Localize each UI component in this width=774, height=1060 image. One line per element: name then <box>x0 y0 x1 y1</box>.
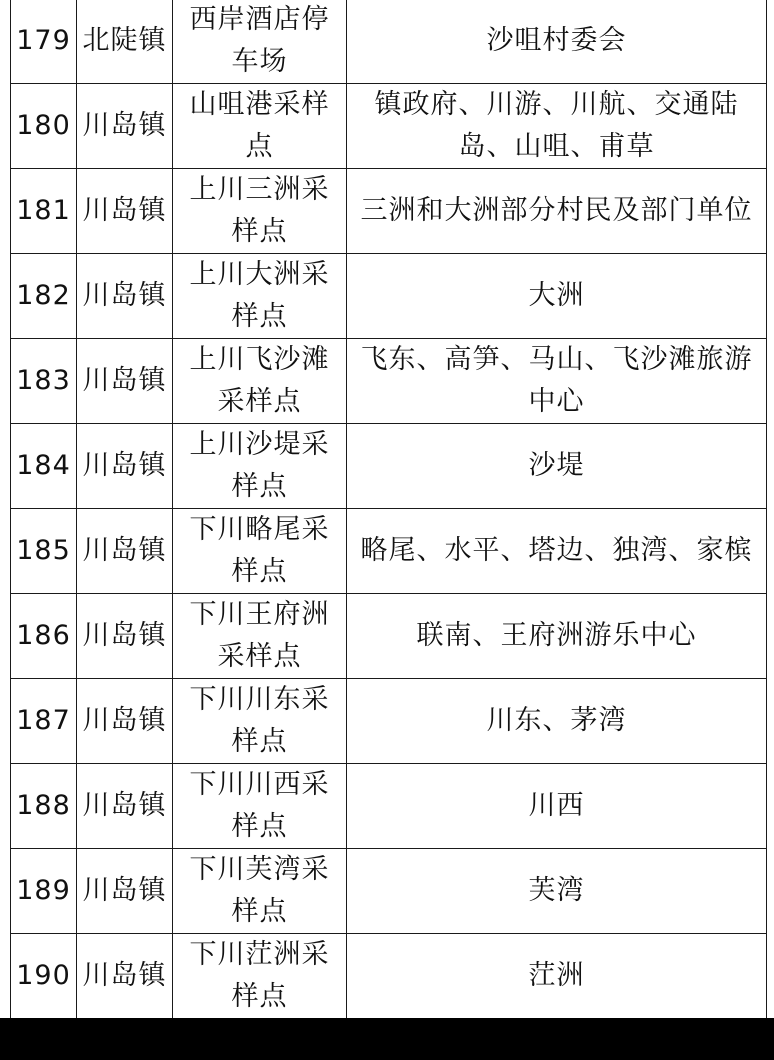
town-cell: 川岛镇 <box>77 764 173 849</box>
site-cell: 西岸酒店停车场 <box>173 0 347 84</box>
site-cell: 山咀港采样点 <box>173 84 347 169</box>
site-cell: 下川王府洲采样点 <box>173 594 347 679</box>
table-row <box>11 509 767 594</box>
row-number: 188 <box>11 764 77 849</box>
table-row <box>11 339 767 424</box>
area-cell: 茳洲 <box>347 934 767 1019</box>
area-cell: 大洲 <box>347 254 767 339</box>
town-cell: 北陡镇 <box>77 0 173 84</box>
row-number: 186 <box>11 594 77 679</box>
table-row <box>11 594 767 679</box>
row-number: 180 <box>11 84 77 169</box>
table-row <box>11 254 767 339</box>
town-cell: 川岛镇 <box>77 424 173 509</box>
area-cell: 联南、王府洲游乐中心 <box>347 594 767 679</box>
area-cell: 沙堤 <box>347 424 767 509</box>
area-cell: 镇政府、川游、川航、交通陆岛、山咀、甫草 <box>347 84 767 169</box>
table-row <box>11 934 767 1019</box>
table-row <box>11 424 767 509</box>
town-cell: 川岛镇 <box>77 509 173 594</box>
site-cell: 下川芙湾采样点 <box>173 849 347 934</box>
area-cell: 三洲和大洲部分村民及部门单位 <box>347 169 767 254</box>
town-cell: 川岛镇 <box>77 254 173 339</box>
town-cell: 川岛镇 <box>77 169 173 254</box>
table-row <box>11 849 767 934</box>
area-cell: 芙湾 <box>347 849 767 934</box>
site-cell: 下川川西采样点 <box>173 764 347 849</box>
area-cell: 飞东、高笋、马山、飞沙滩旅游中心 <box>347 339 767 424</box>
area-cell: 沙咀村委会 <box>347 0 767 84</box>
row-number: 189 <box>11 849 77 934</box>
site-cell: 上川沙堤采样点 <box>173 424 347 509</box>
row-number: 181 <box>11 169 77 254</box>
table-row <box>11 764 767 849</box>
table-row <box>11 84 767 169</box>
site-cell: 下川略尾采样点 <box>173 509 347 594</box>
row-number: 187 <box>11 679 77 764</box>
row-number: 185 <box>11 509 77 594</box>
row-number: 190 <box>11 934 77 1019</box>
site-cell: 上川飞沙滩采样点 <box>173 339 347 424</box>
area-cell: 略尾、水平、塔边、独湾、家槟 <box>347 509 767 594</box>
row-number: 184 <box>11 424 77 509</box>
area-cell: 川西 <box>347 764 767 849</box>
row-number: 179 <box>11 0 77 84</box>
town-cell: 川岛镇 <box>77 679 173 764</box>
row-number: 182 <box>11 254 77 339</box>
site-cell: 下川茳洲采样点 <box>173 934 347 1019</box>
row-number: 183 <box>11 339 77 424</box>
table-row <box>11 679 767 764</box>
table-row <box>11 0 767 84</box>
site-cell: 上川三洲采样点 <box>173 169 347 254</box>
site-cell: 下川川东采样点 <box>173 679 347 764</box>
sampling-sites-table <box>10 0 767 1018</box>
town-cell: 川岛镇 <box>77 339 173 424</box>
town-cell: 川岛镇 <box>77 594 173 679</box>
bottom-black-bar <box>0 1018 774 1060</box>
town-cell: 川岛镇 <box>77 84 173 169</box>
town-cell: 川岛镇 <box>77 849 173 934</box>
table-row <box>11 169 767 254</box>
site-cell: 上川大洲采样点 <box>173 254 347 339</box>
town-cell: 川岛镇 <box>77 934 173 1019</box>
area-cell: 川东、茅湾 <box>347 679 767 764</box>
